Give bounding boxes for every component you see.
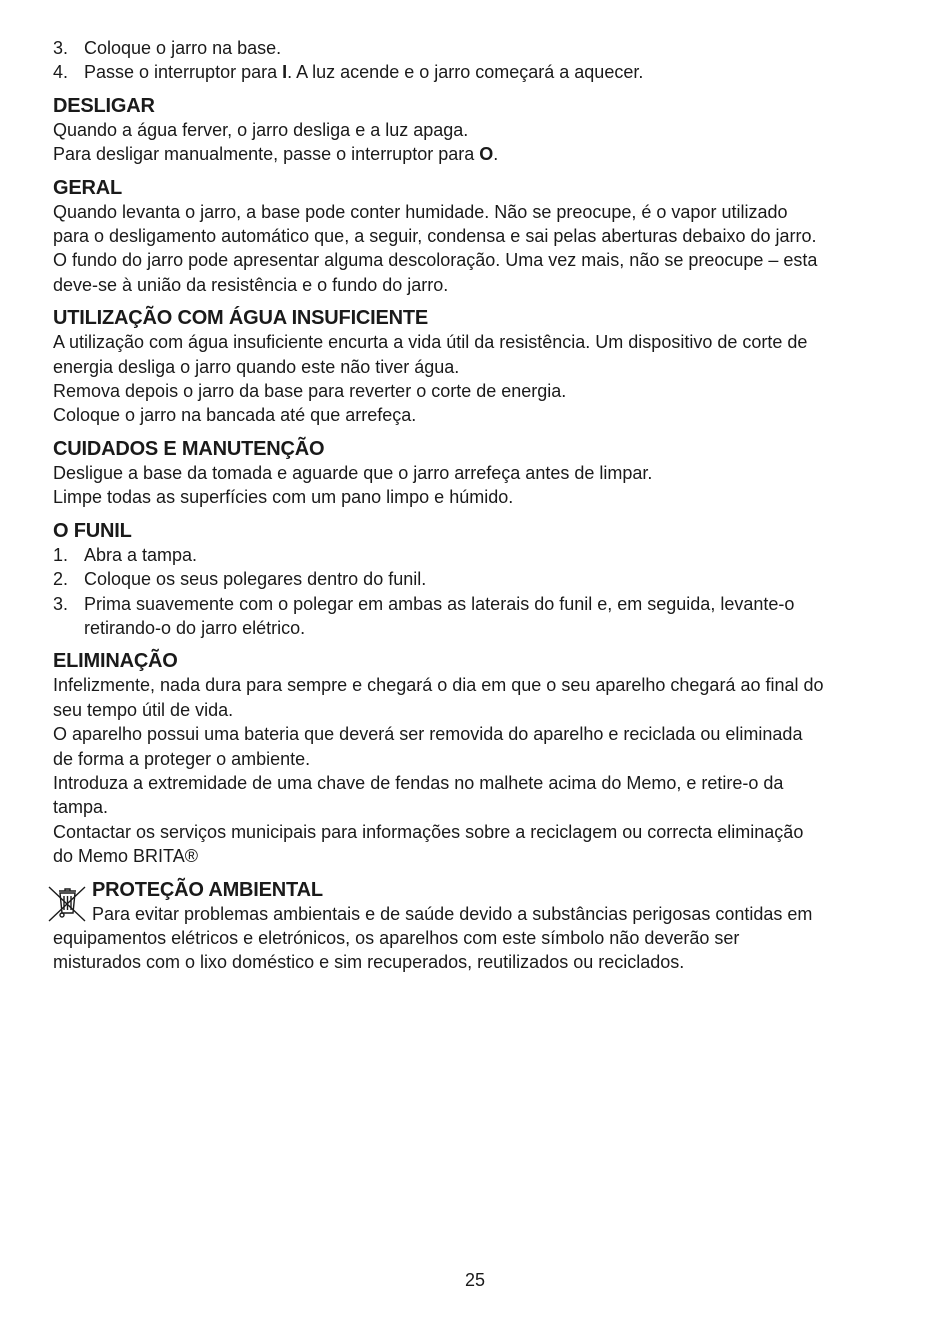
paragraph-line: O fundo do jarro pode apresentar alguma descoloração. Uma vez mais, não se preocupe – esta	[53, 250, 818, 271]
list-text-line: retirando-o do jarro elétrico.	[84, 617, 306, 638]
list-number: 3.	[53, 38, 69, 58]
paragraph-line: Coloque o jarro na bancada até que arrefeça.	[53, 405, 417, 426]
page-number: 25	[464, 1270, 486, 1290]
list-item	[53, 592, 873, 641]
text-fragment: .	[493, 144, 499, 165]
paragraph-line: deve-se à união da resistência e o fundo do jarro.	[53, 274, 449, 295]
section-heading-insuficiente: UTILIZAÇÃO COM ÁGUA INSUFICIENTE	[53, 307, 429, 330]
list-number: 3.	[53, 593, 69, 614]
section-heading-geral: GERAL	[53, 176, 123, 199]
paragraph-line	[53, 142, 873, 166]
section-heading-desligar: DESLIGAR	[53, 94, 155, 117]
paragraph-line: misturados com o lixo doméstico e sim recuperados, reutilizados ou reciclados.	[53, 952, 685, 973]
text-fragment: . A luz acende e o jarro começará a aquecer.	[287, 62, 644, 83]
section-heading-eliminacao: ELIMINAÇÃO	[53, 650, 178, 673]
list-text-line: Prima suavemente com o polegar em ambas as laterais do funil e, em seguida, levante-o	[84, 593, 795, 614]
list-number: 1.	[53, 544, 69, 565]
document-page	[53, 36, 873, 975]
paragraph-line: seu tempo útil de vida.	[53, 699, 234, 720]
list-item	[53, 543, 873, 567]
paragraph-line: Limpe todas as superfícies com um pano limpo e húmido.	[53, 487, 514, 508]
paragraph-line: Remova depois o jarro da base para reverter o corte de energia.	[53, 381, 567, 402]
section-heading-ambiental: PROTEÇÃO AMBIENTAL	[92, 878, 323, 901]
crossed-out-wheelie-bin-icon	[46, 882, 88, 924]
paragraph-line: tampa.	[53, 797, 109, 818]
paragraph-line: para o desligamento automático que, a seguir, condensa e sai pelas aberturas debaixo do jarro.	[53, 226, 817, 247]
environmental-section	[53, 878, 873, 975]
paragraph-line: Quando levanta o jarro, a base pode conter humidade. Não se preocupe, é o vapor utilizado	[53, 201, 788, 222]
paragraph-line: Contactar os serviços municipais para informações sobre a reciclagem ou correcta eliminação	[53, 821, 804, 842]
paragraph-line: energia desliga o jarro quando este não tiver água.	[53, 356, 460, 377]
list-text	[84, 592, 794, 641]
paragraph-line: Infelizmente, nada dura para sempre e chegará o dia em que o seu aparelho chegará ao final do	[53, 675, 824, 696]
list-text	[84, 60, 643, 84]
list-text: Coloque o jarro na base.	[84, 38, 282, 58]
paragraph-line: Desligue a base da tomada e aguarde que o jarro arrefeça antes de limpar.	[53, 462, 653, 483]
list-item	[53, 60, 873, 84]
paragraph-line: do Memo BRITA®	[53, 846, 198, 867]
section-heading-cuidados: CUIDADOS E MANUTENÇÃO	[53, 437, 325, 460]
list-text: Coloque os seus polegares dentro do funil.	[84, 569, 427, 590]
list-number: 2.	[53, 569, 69, 590]
list-item	[53, 567, 873, 591]
paragraph-line: equipamentos elétricos e eletrónicos, os aparelhos com este símbolo não deverão ser	[53, 927, 740, 948]
paragraph-line: A utilização com água insuficiente encurta a vida útil da resistência. Um dispositivo de corte de	[53, 332, 808, 353]
text-fragment: Passe o interruptor para	[84, 62, 283, 83]
paragraph-line: de forma a proteger o ambiente.	[53, 748, 311, 769]
text-fragment: Para desligar manualmente, passe o interruptor para	[53, 144, 480, 165]
section-heading-funil: O FUNIL	[53, 519, 132, 542]
list-item	[53, 36, 873, 60]
switch-position-on: I	[282, 62, 288, 83]
paragraph-line: O aparelho possui uma bateria que deverá ser removida do aparelho e reciclada ou eliminada	[53, 724, 803, 745]
list-number: 4.	[53, 62, 69, 83]
paragraph-line: Para evitar problemas ambientais e de saúde devido a substâncias perigosas contidas em	[92, 903, 813, 924]
paragraph-line: Quando a água ferver, o jarro desliga e a luz apaga.	[53, 119, 469, 140]
list-text: Abra a tampa.	[84, 544, 198, 565]
switch-position-off: O	[479, 144, 494, 165]
paragraph-line: Introduza a extremidade de uma chave de fendas no malhete acima do Memo, e retire-o da	[53, 772, 784, 793]
